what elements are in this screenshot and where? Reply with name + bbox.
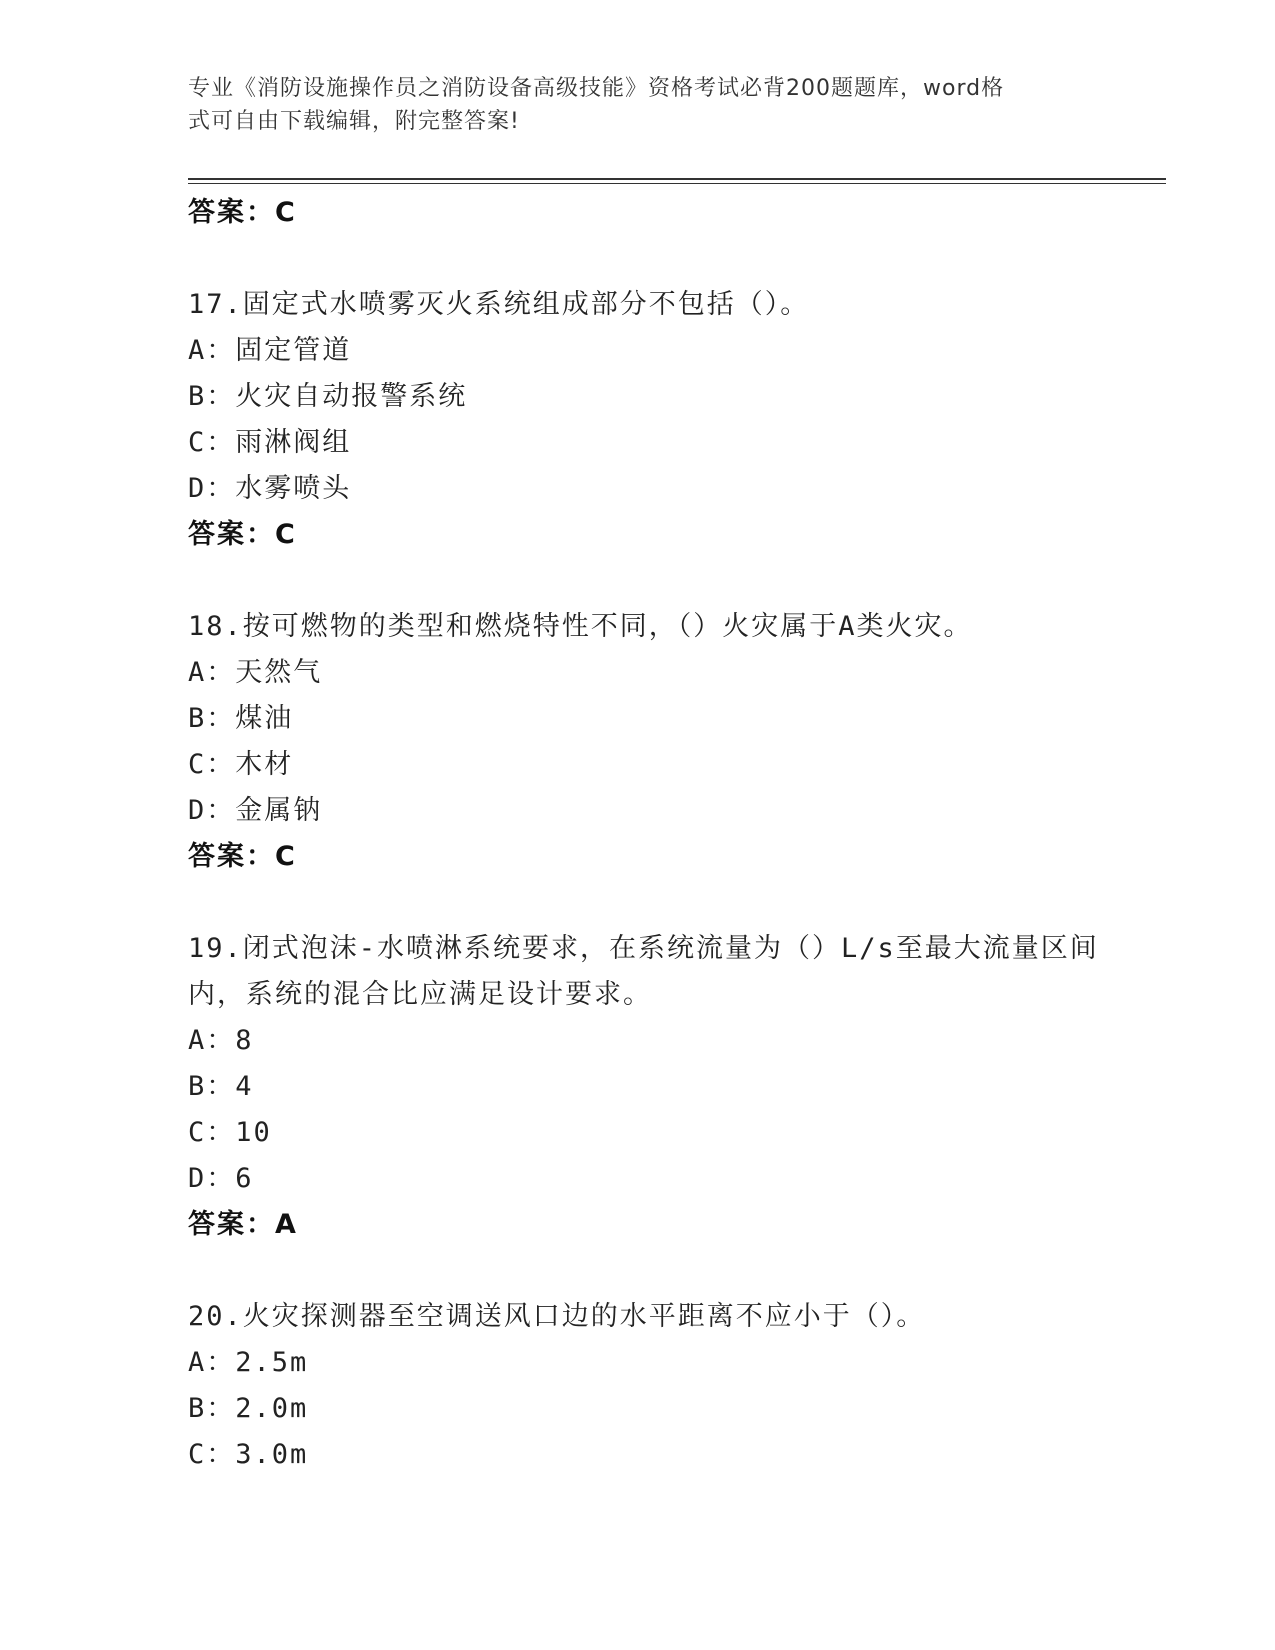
option-d: D：水雾喷头: [188, 473, 352, 504]
option-b: B：煤油: [188, 703, 294, 734]
question-18: [188, 604, 1108, 880]
option-a: A：2.5m: [188, 1347, 309, 1378]
option-d: D：6: [188, 1163, 254, 1194]
answer-line: 答案：A: [188, 1209, 298, 1240]
spacer: [188, 558, 1108, 604]
option-c: C：3.0m: [188, 1439, 309, 1470]
question-20: [188, 1294, 1108, 1478]
header-line-2: 式可自由下载编辑，附完整答案!: [188, 109, 520, 134]
option-d: D：金属钠: [188, 795, 323, 826]
question-19: [188, 926, 1108, 1248]
option-c: C：雨淋阀组: [188, 427, 352, 458]
option-a: A：天然气: [188, 657, 323, 688]
question-text: 20.火灾探测器至空调送风口边的水平距离不应小于（）。: [188, 1301, 926, 1332]
question-17: [188, 282, 1108, 558]
option-c: C：10: [188, 1117, 272, 1148]
option-c: C：木材: [188, 749, 294, 780]
spacer: [188, 880, 1108, 926]
document-header: [188, 72, 1068, 138]
question-text-line-1: 19.闭式泡沫-水喷淋系统要求，在系统流量为（）L/s至最大流量区间: [188, 933, 1099, 964]
answer-line: 答案：C: [188, 519, 297, 550]
option-b: B：2.0m: [188, 1393, 309, 1424]
option-b: B：火灾自动报警系统: [188, 381, 468, 412]
answer-line: 答案：C: [188, 197, 297, 228]
option-a: A：固定管道: [188, 335, 352, 366]
spacer: [188, 236, 1108, 282]
question-text-line-2: 内，系统的混合比应满足设计要求。: [188, 979, 652, 1010]
header-divider-thin: [188, 183, 1166, 184]
question-text: 17.固定式水喷雾灭火系统组成部分不包括（）。: [188, 289, 810, 320]
question-list: [188, 190, 1108, 1478]
question-text: 18.按可燃物的类型和燃烧特性不同，（）火灾属于A类火灾。: [188, 611, 973, 642]
header-line-1: 专业《消防设施操作员之消防设备高级技能》资格考试必背200题题库，word格: [188, 76, 1005, 101]
header-divider-thick: [188, 178, 1166, 180]
spacer: [188, 1248, 1108, 1294]
option-a: A：8: [188, 1025, 254, 1056]
answer-line: 答案：C: [188, 841, 297, 872]
option-b: B：4: [188, 1071, 254, 1102]
